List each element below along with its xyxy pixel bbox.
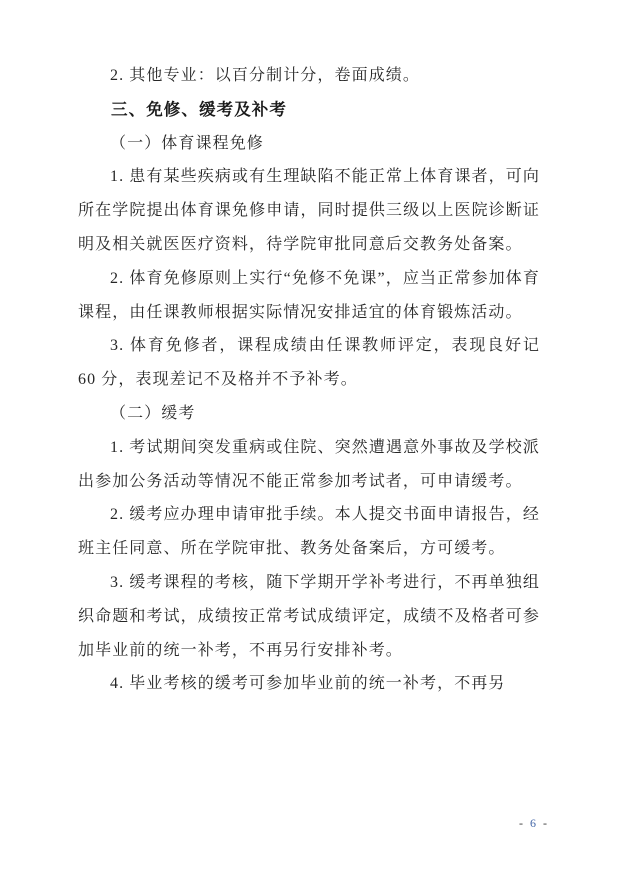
page-number-dash-left: - <box>519 816 524 830</box>
paragraph-deferred-1: 1. 考试期间突发重病或住院、突然遭遇意外事故及学校派出参加公务活动等情况不能正常参加考试者，可申请缓考。 <box>78 438 540 490</box>
paragraph-pe-exemption-2: 2. 体育免修原则上实行“免修不免课”，应当正常参加体育课程，由任课教师根据实际情况安排适宜的体育锻炼活动。 <box>78 269 540 321</box>
page-number: 6 <box>530 816 537 830</box>
paragraph-deferred-2: 2. 缓考应办理申请审批手续。本人提交书面申请报告，经班主任同意、所在学院审批、教务处备案后，方可缓考。 <box>78 506 540 558</box>
paragraph-deferred-3: 3. 缓考课程的考核，随下学期开学补考进行，不再单独组织命题和考试，成绩按正常考试成绩评定，成绩不及格者可参加毕业前的统一补考，不再另行安排补考。 <box>78 573 540 659</box>
paragraph-pe-exemption-1: 1. 患有某些疾病或有生理缺陷不能正常上体育课者，可向所在学院提出体育课免修申请，同时提供三级以上医院诊断证明及相关就医医疗资料，待学院审批同意后交教务处备案。 <box>78 168 540 253</box>
paragraph-other-majors: 2. 其他专业：以百分制计分，卷面成绩。 <box>110 67 421 84</box>
page-number-dash-right: - <box>543 816 548 830</box>
subheading-deferred-exam: （二）缓考 <box>110 404 196 422</box>
paragraph-pe-exemption-3: 3. 体育免修者，课程成绩由任课教师评定，表现良好记 60 分，表现差记不及格并不予补考。 <box>78 337 540 389</box>
paragraph-deferred-4: 4. 毕业考核的缓考可参加毕业前的统一补考，不再另 <box>110 675 506 693</box>
document-body <box>78 59 540 701</box>
page-footer <box>519 816 548 830</box>
subheading-pe-exemption: （一）体育课程免修 <box>110 134 264 152</box>
section-heading-exemptions: 三、免修、缓考及补考 <box>111 99 287 119</box>
